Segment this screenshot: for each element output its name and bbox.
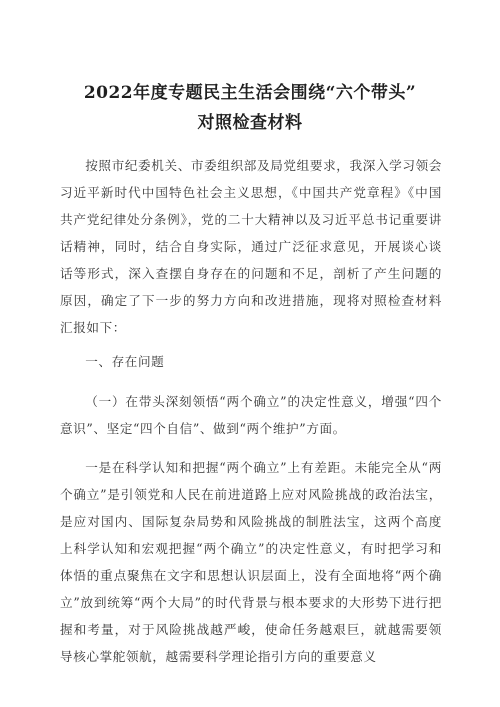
- section-heading: 一、存在问题: [85, 354, 165, 369]
- body-paragraph: 一是在科学认知和把握“两个确立”上有差距。未能完全从“两个确立”是引领党和人民在前进道路上应对风险挑战的政治法宝，是应对国内、国际复杂局势和风险挑战的制胜法宝，这两个高度上科学认知和宏观把握“两个确立”的决定性意义，有时把学习和体悟的重点聚焦在文字和思想认识层面上，没有全面地将“两个确立”放到统筹“两个大局”的时代背景与根本要求的大形势下进行把握和考量，对于风险挑战越严峻，使命任务越艰巨，就越需要领导核心掌舵领航，越需要科学理论指引方向的重要意义: [60, 460, 442, 664]
- subsection-heading: （一）在带头深刻领悟“两个确立”的决定性意义，增强“四个意识”、坚定“四个自信”、做到“两个维护”方面。: [60, 394, 442, 436]
- document-title-line-1: 2022年度专题民主生活会围绕“六个带头”: [83, 83, 417, 103]
- document-title-line-2: 对照检查材料: [197, 113, 303, 133]
- intro-paragraph: 按照市纪委机关、市委组织部及局党组要求，我深入学习领会习近平新时代中国特色社会主义思想，《中国共产党章程》《中国共产党纪律处分条例》，党的二十大精神以及习近平总书记重要讲话精神，同时，结合自身实际，通过广泛征求意见，开展谈心谈话等形式，深入查摆自身存在的问题和不足，剖析了产生问题的原因，确定了下一步的努力方向和改进措施，现将对照检查材料汇报如下：: [60, 158, 442, 335]
